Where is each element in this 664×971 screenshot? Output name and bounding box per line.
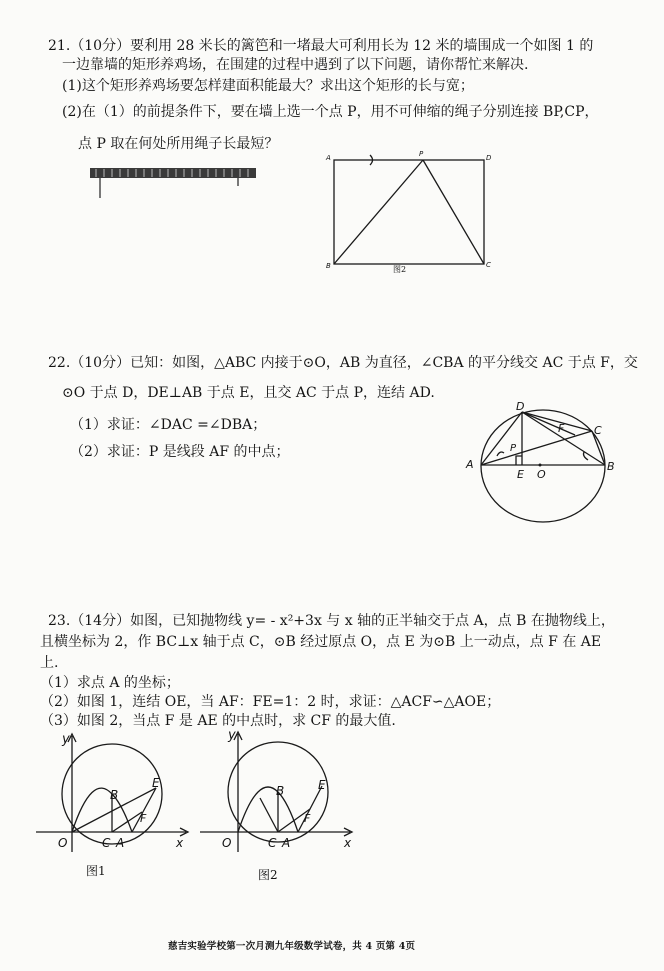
q23-line-5: （2）如图 1，连结 OE，当 AF：FE=1：2 时，求证：△ACF∽△AOE； [40,694,501,710]
q21-figure-1-wall [88,164,258,204]
q23-fig2-label-y: y [228,728,236,743]
q23-fig2-label-a: A [282,836,291,850]
q23-fig1-label-b: B [110,788,119,802]
q23-fig1-label-y: y [62,732,70,747]
q21-label-d: D [486,154,492,162]
q21-line-4: (2)在（1）的前提条件下，要在墙上选一个点 P，用不可伸缩的绳子分别连接 BP,CP， [62,104,599,120]
q21-label-c: C [486,261,491,269]
q22-label-c: C [594,424,602,437]
q22-label-d: D [516,400,525,413]
q21-figure-2 [330,150,490,280]
q23-figure-1-caption: 图1 [86,864,106,878]
q23-fig1-label-x: x [176,836,184,850]
q22-label-o: O [537,468,546,481]
q22-line-1: 22.（10分）已知：如图，△ABC 内接于⊙O，AB 为直径，∠CBA 的平分线交 AC 于点 F，交 [48,355,638,371]
q21-figure-2-caption: 图2 [393,265,407,274]
q23-line-2: 且横坐标为 2，作 BC⊥x 轴于点 C，⊙B 经过原点 O，点 E 为⊙B 上一动点，点 F 在 AE [40,634,602,650]
q23-fig1-label-f: F [140,812,147,825]
q23-line-1: 23.（14分）如图，已知抛物线 y= - x²+3x 与 x 轴的正半轴交于点 A，点 B 在抛物线上， [48,613,615,629]
q23-fig2-label-o: O [222,836,232,850]
q21-label-p: P [419,150,424,158]
q23-fig2-label-x: x [344,836,352,850]
q23-fig1-label-c: C [102,836,111,850]
q23-line-6: （3）如图 2，当点 F 是 AE 的中点时，求 CF 的最大值. [40,713,396,729]
page-footer: 慈吉实验学校第一次月测九年级数学试卷，共 4 页第 4页 [168,941,416,952]
q23-fig1-label-o: O [58,836,68,850]
q21-line-5: 点 P 取在何处所用绳子长最短？ [78,136,279,152]
q21-label-a: A [326,154,331,162]
q23-fig2-label-b: B [276,784,285,798]
q23-figure-2-caption: 图2 [258,868,278,882]
q23-line-4: （1）求点 A 的坐标； [40,675,180,691]
q21-label-b: B [326,262,331,270]
q22-figure [470,398,620,528]
q21-line-1: 21.（10分）要利用 28 米长的篱笆和一堵最大可利用长为 12 米的墙围成一个如图 1 的 [48,38,594,54]
q23-line-3: 上. [40,655,59,671]
q21-line-2: 一边靠墙的矩形养鸡场，在围建的过程中遇到了以下问题，请你帮忙来解决. [62,57,529,73]
q23-fig2-label-c: C [268,836,277,850]
q22-label-e: E [517,468,524,481]
q22-label-f: F [558,422,565,435]
q22-label-a: A [466,458,474,471]
q22-label-p: P [510,443,517,454]
q22-line-4: （2）求证：P 是线段 AF 的中点； [70,444,290,460]
q23-fig1-label-a: A [116,836,125,850]
q21-line-3: (1)这个矩形养鸡场要怎样建面积能最大？求出这个矩形的长与宽； [62,78,474,94]
q23-fig1-label-e: E [152,776,160,790]
q23-fig2-label-e: E [318,778,326,792]
q23-fig2-label-f: F [304,812,311,825]
q22-line-3: （1）求证：∠DAC =∠DBA； [70,417,267,433]
q22-line-2: ⊙O 于点 D，DE⊥AB 于点 E，且交 AC 于点 P，连结 AD. [62,385,435,401]
q22-label-b: B [607,460,615,473]
